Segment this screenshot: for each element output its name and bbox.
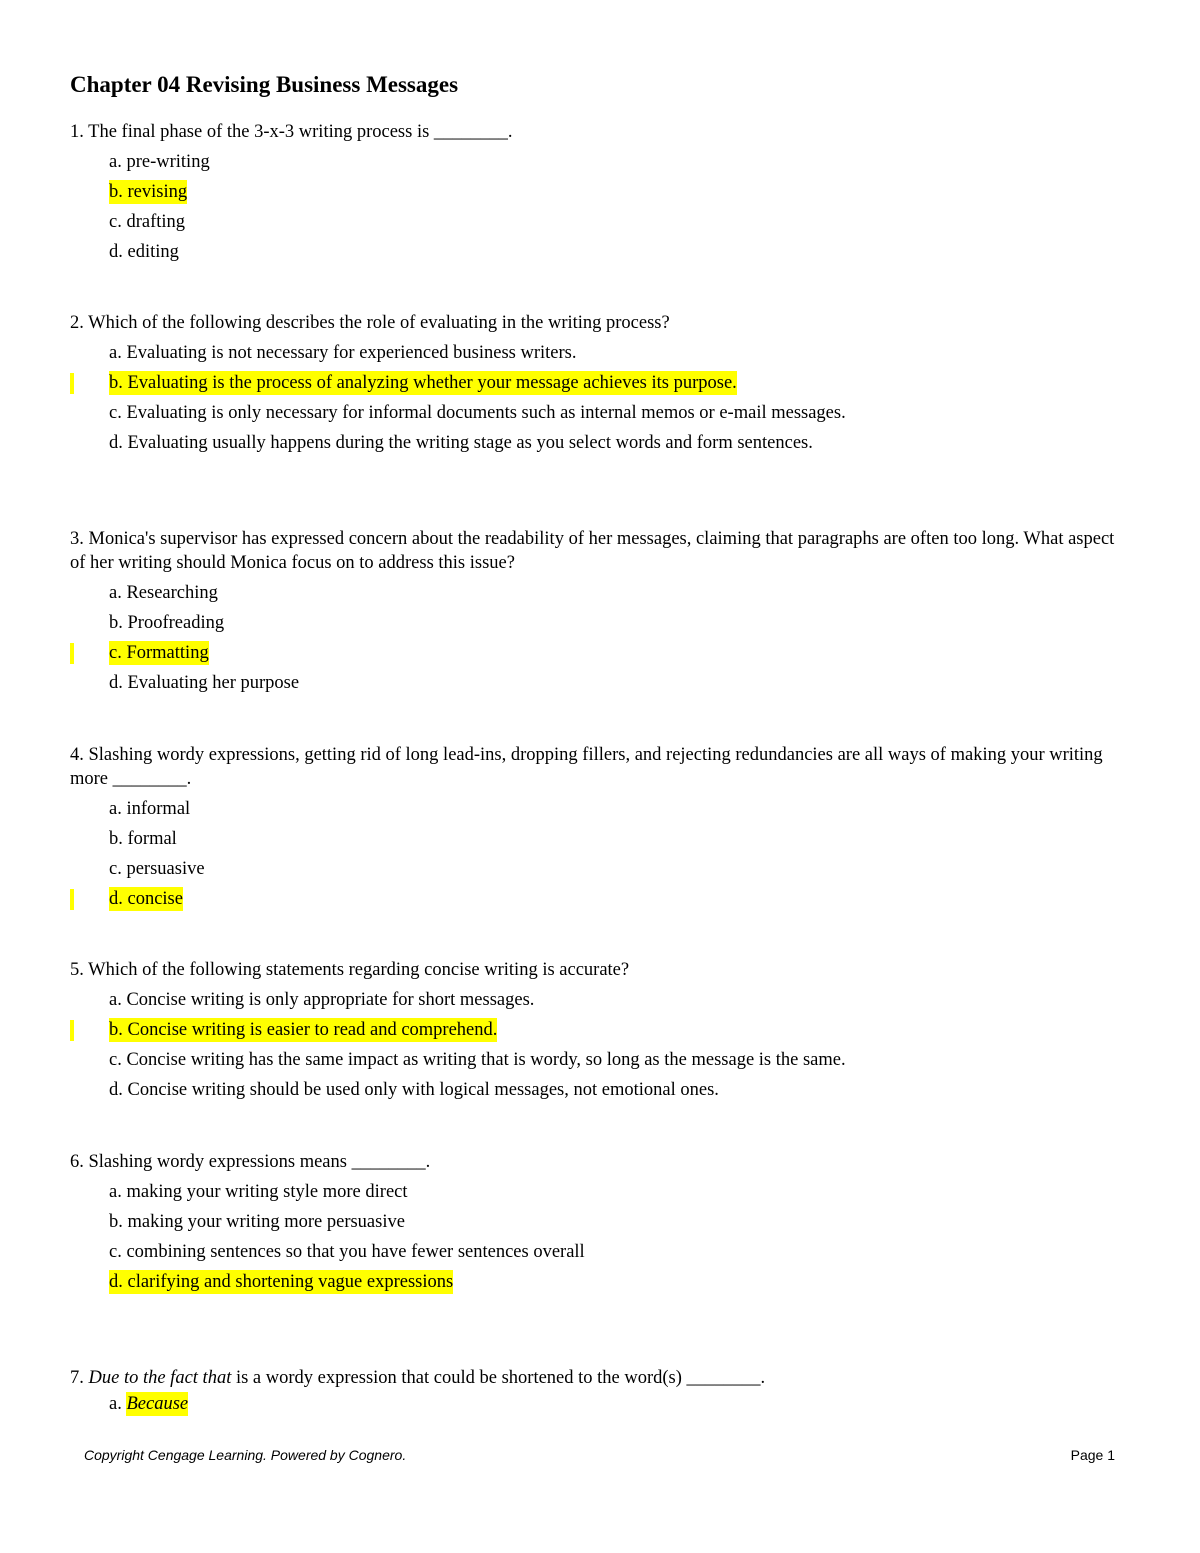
choice-3c-correct: [109, 641, 1130, 665]
answer-marker: [70, 1020, 74, 1041]
choice-letter: b.: [109, 1020, 123, 1040]
choice-text: formal: [127, 829, 177, 849]
choice-text: pre-writing: [126, 152, 210, 172]
choice-text: editing: [127, 242, 179, 262]
footer-copyright: Copyright Cengage Learning. Powered by Cognero.: [84, 1447, 407, 1463]
choice-letter: b.: [109, 829, 123, 849]
choice-4b: [109, 827, 1130, 851]
choice-text: Because: [126, 1394, 189, 1414]
question-italic-phrase: Due to the fact that: [88, 1368, 232, 1388]
choice-6a: [109, 1180, 1130, 1204]
choice-letter: a.: [109, 1394, 122, 1414]
choice-6b: [109, 1210, 1130, 1234]
question-number: 7.: [70, 1368, 84, 1388]
question-stem: 3. Monica's supervisor has expressed concern about the readability of her messages, claiming that paragraphs are often too long. What aspect of her writing should Monica focus on to address this issue?: [70, 529, 1115, 573]
question-stem: 5. Which of the following statements regarding concise writing is accurate?: [70, 960, 630, 980]
choice-letter: b.: [109, 373, 123, 393]
choice-letter: a.: [109, 799, 122, 819]
question-7: [70, 1366, 1130, 1416]
choice-letter: a.: [109, 152, 122, 172]
choice-5a: [109, 988, 1130, 1012]
choice-text: concise: [127, 889, 183, 909]
question-stem: 4. Slashing wordy expressions, getting rid of long lead-ins, dropping fillers, and rejecting redundancies are all ways of making your writing more ________.: [70, 745, 1103, 789]
choice-text: Evaluating is the process of analyzing whether your message achieves its purpose.: [127, 373, 737, 393]
choice-letter: c.: [109, 212, 122, 232]
question-6: [70, 1150, 1130, 1294]
choice-letter: a.: [109, 343, 122, 363]
choice-6c: [109, 1240, 1130, 1264]
question-1: [70, 120, 1130, 264]
footer-page-number: Page 1: [1070, 1447, 1115, 1463]
choice-letter: d.: [109, 433, 123, 453]
question-stem-rest: is a wordy expression that could be shortened to the word(s) ________.: [231, 1368, 766, 1388]
choice-letter: d.: [109, 1272, 123, 1292]
choice-2d: [109, 431, 1130, 455]
choice-text: revising: [127, 182, 188, 202]
choice-text: Evaluating her purpose: [127, 673, 300, 693]
choice-text: clarifying and shortening vague expressions: [127, 1272, 454, 1292]
choice-2c: [109, 401, 1130, 425]
choice-text: Evaluating is not necessary for experienced business writers.: [126, 343, 577, 363]
choice-letter: d.: [109, 889, 123, 909]
choice-text: making your writing more persuasive: [127, 1212, 405, 1232]
choice-text: Concise writing is easier to read and comprehend.: [127, 1020, 498, 1040]
choice-letter: a.: [109, 583, 122, 603]
choice-5b-correct: [109, 1018, 1130, 1042]
choice-text: persuasive: [126, 859, 205, 879]
choice-letter: c.: [109, 1050, 122, 1070]
choice-text: making your writing style more direct: [126, 1182, 408, 1202]
choice-text: Proofreading: [127, 613, 225, 633]
choice-letter: b.: [109, 182, 123, 202]
choice-text: Researching: [126, 583, 218, 603]
choice-4c: [109, 857, 1130, 881]
page-title: Chapter 04 Revising Business Messages: [70, 72, 459, 97]
question-5: [70, 958, 1130, 1102]
choice-1b-correct: [109, 180, 1130, 204]
choice-2b-correct: [109, 371, 1130, 395]
choice-letter: d.: [109, 673, 123, 693]
question-3: [70, 527, 1130, 695]
choice-letter: c.: [109, 643, 122, 663]
choice-3d: [109, 671, 1130, 695]
question-stem: 1. The final phase of the 3-x-3 writing process is ________.: [70, 122, 513, 142]
answer-marker: [70, 373, 74, 394]
choice-text: drafting: [126, 212, 186, 232]
answer-marker: [70, 889, 74, 910]
choice-7a-correct: [109, 1392, 1130, 1416]
choice-text: informal: [126, 799, 191, 819]
question-stem: 2. Which of the following describes the role of evaluating in the writing process?: [70, 313, 670, 333]
choice-letter: d.: [109, 242, 123, 262]
choice-text: combining sentences so that you have fewer sentences overall: [126, 1242, 585, 1262]
choice-letter: d.: [109, 1080, 123, 1100]
choice-letter: a.: [109, 1182, 122, 1202]
choice-text: Concise writing should be used only with logical messages, not emotional ones.: [127, 1080, 719, 1100]
choice-letter: a.: [109, 990, 122, 1010]
choice-3b: [109, 611, 1130, 635]
choice-letter: c.: [109, 859, 122, 879]
choice-text: Evaluating usually happens during the writing stage as you select words and form sentences.: [127, 433, 813, 453]
choice-5c: [109, 1048, 1130, 1072]
answer-marker: [70, 643, 74, 664]
choice-5d: [109, 1078, 1130, 1102]
choice-1d: [109, 240, 1130, 264]
choice-4a: [109, 797, 1130, 821]
choice-letter: b.: [109, 1212, 123, 1232]
choice-letter: b.: [109, 613, 123, 633]
choice-1c: [109, 210, 1130, 234]
question-stem: 6. Slashing wordy expressions means ________.: [70, 1152, 431, 1172]
choice-4d-correct: [109, 887, 1130, 911]
choice-text: Concise writing has the same impact as writing that is wordy, so long as the message is the same.: [126, 1050, 846, 1070]
choice-2a: [109, 341, 1130, 365]
choice-1a: [109, 150, 1130, 174]
choice-6d-correct: [109, 1270, 1130, 1294]
choice-letter: c.: [109, 403, 122, 423]
choice-text: Evaluating is only necessary for informal documents such as internal memos or e-mail messages.: [126, 403, 846, 423]
question-4: [70, 743, 1130, 911]
choice-text: Concise writing is only appropriate for short messages.: [126, 990, 535, 1010]
choice-letter: c.: [109, 1242, 122, 1262]
choice-text: Formatting: [126, 643, 209, 663]
choice-3a: [109, 581, 1130, 605]
question-stem: [70, 1366, 1130, 1390]
question-2: [70, 311, 1130, 455]
